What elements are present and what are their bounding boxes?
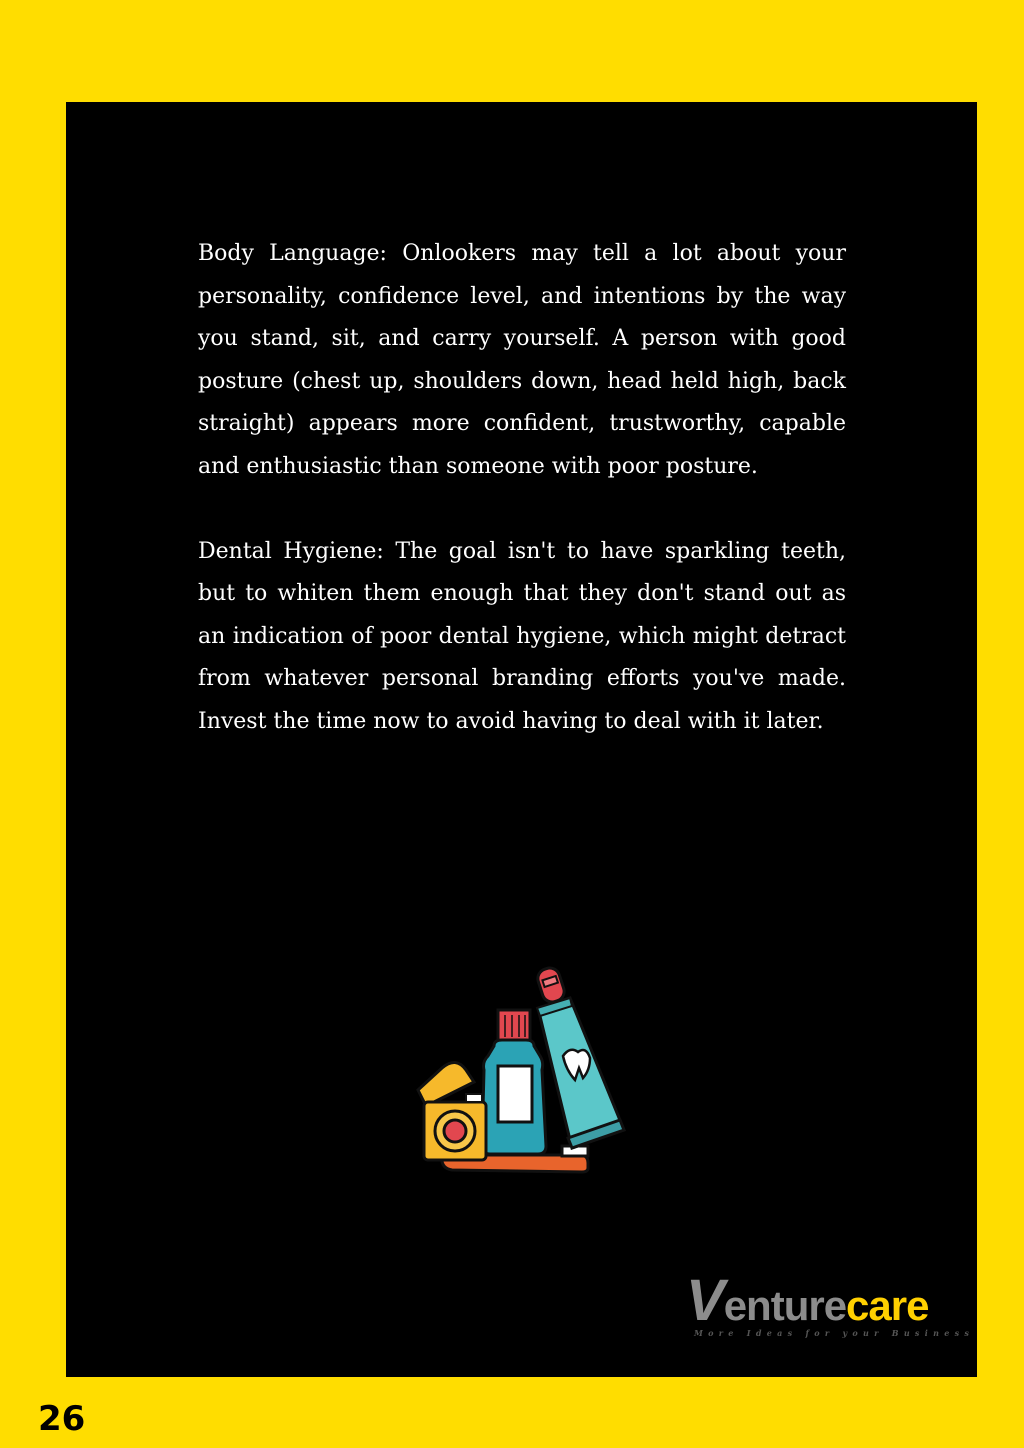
logo-tagline: More Ideas for your Business: [694, 1328, 975, 1338]
toothpaste-icon: [535, 965, 624, 1148]
mouthwash-icon: [482, 1010, 546, 1154]
paragraph-dental-hygiene: Dental Hygiene: The goal isn't to have sparkling teeth, but to whiten them enough that they don't stand out as an indication of poor dental hygiene, which might detract from whatever personal branding efforts you've made. Invest the time now to avoid having to deal with it later.: [198, 538, 846, 734]
logo-care-text: care: [846, 1282, 929, 1329]
logo-wordmark: [686, 1268, 929, 1333]
logo-venture-text: Venture: [686, 1268, 847, 1333]
paragraph-body-language: Body Language: Onlookers may tell a lot about your personality, confidence level, and intentions by the way you stand, sit, and carry yourself. A person with good posture (chest up, shoulders down, head held high, back straight) appears more confident, trustworthy, capable and enthusiastic than someone with poor posture.: [198, 241, 846, 479]
venturecare-logo: [686, 1268, 976, 1362]
body-text: [198, 233, 846, 786]
dental-hygiene-products-icon: [412, 960, 632, 1180]
floss-icon: [418, 1062, 486, 1160]
content-panel: [66, 102, 977, 1377]
page-number: 26: [38, 1399, 86, 1439]
